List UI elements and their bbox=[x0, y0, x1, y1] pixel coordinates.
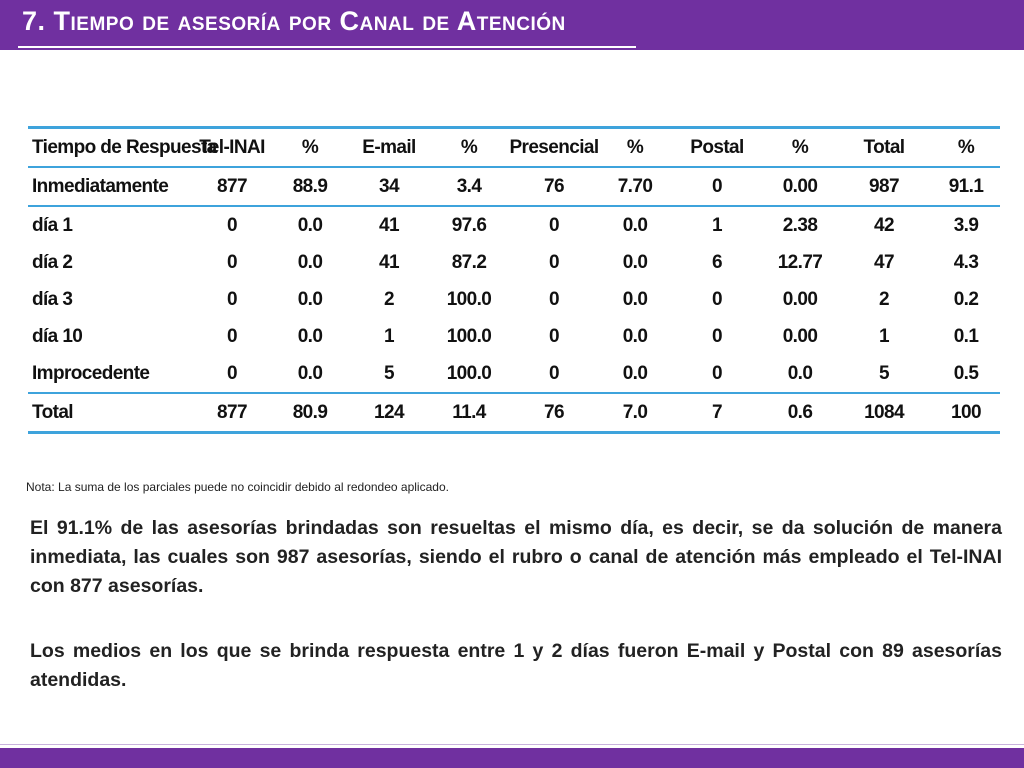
table-cell: 0.0 bbox=[297, 362, 323, 384]
header-cell: E-mail bbox=[348, 128, 430, 168]
table-row bbox=[28, 167, 1000, 206]
table-cell: 7.0 bbox=[600, 393, 670, 433]
header-cell: Presencial bbox=[508, 128, 600, 168]
table-cell: 0 bbox=[549, 325, 559, 347]
table-cell: 0 bbox=[549, 214, 559, 236]
table-cell: 0 bbox=[670, 167, 764, 206]
table-cell: 0 bbox=[227, 288, 237, 310]
header-cell: Tel-INAI bbox=[192, 128, 272, 168]
table-cell: 0.6 bbox=[764, 393, 836, 433]
table-cell: 0.1 bbox=[953, 325, 979, 347]
table-cell: 0.00 bbox=[782, 325, 818, 347]
table-cell: 0.0 bbox=[622, 362, 648, 384]
table-cell: 0.0 bbox=[297, 251, 323, 273]
summary-paragraph: Los medios en los que se brinda respuesta entre 1 y 2 días fueron E-mail y Postal con 89 asesorías atendidas. bbox=[30, 640, 1002, 691]
row-label: día 10 bbox=[32, 325, 83, 347]
table-cell: 34 bbox=[348, 167, 430, 206]
table-cell: 0 bbox=[549, 288, 559, 310]
table-cell: 0 bbox=[549, 362, 559, 384]
table-cell: 0.0 bbox=[297, 325, 323, 347]
table-cell: 5 bbox=[879, 362, 889, 384]
row-label: Inmediatamente bbox=[28, 167, 192, 206]
table-cell: 0.0 bbox=[622, 251, 648, 273]
table-cell: 0.0 bbox=[622, 325, 648, 347]
row-label: día 3 bbox=[32, 288, 73, 310]
header-cell: Postal bbox=[670, 128, 764, 168]
table-cell: 0 bbox=[712, 362, 722, 384]
table-cell: 76 bbox=[508, 393, 600, 433]
table-cell: 100.0 bbox=[446, 288, 492, 310]
table-cell: 0 bbox=[549, 251, 559, 273]
table-header-row bbox=[28, 128, 1000, 168]
table-cell: 100 bbox=[932, 393, 1000, 433]
table-cell: 11.4 bbox=[430, 393, 508, 433]
header-cell: % bbox=[272, 128, 348, 168]
rounding-note: Nota: La suma de los parciales puede no coincidir debido al redondeo aplicado. bbox=[26, 480, 449, 494]
header-cell: % bbox=[932, 128, 1000, 168]
table-cell: 0 bbox=[227, 251, 237, 273]
table-cell: 0.0 bbox=[297, 214, 323, 236]
table-cell: 2 bbox=[879, 288, 889, 310]
footer-bar bbox=[0, 748, 1024, 768]
table-cell: 0 bbox=[227, 325, 237, 347]
table-cell: 124 bbox=[348, 393, 430, 433]
table-cell: 47 bbox=[874, 251, 894, 273]
table-cell: 0 bbox=[227, 214, 237, 236]
table-cell: 3.4 bbox=[430, 167, 508, 206]
table-cell: 7 bbox=[670, 393, 764, 433]
table-cell: 0 bbox=[712, 325, 722, 347]
table-row bbox=[28, 281, 1000, 318]
table-cell: 0.5 bbox=[953, 362, 979, 384]
table-cell: 0.0 bbox=[622, 214, 648, 236]
table-cell: 6 bbox=[712, 251, 722, 273]
table-cell: 1 bbox=[879, 325, 889, 347]
table-cell: 41 bbox=[379, 251, 399, 273]
table-cell: 0.2 bbox=[953, 288, 979, 310]
table-total-row bbox=[28, 393, 1000, 433]
title-bar bbox=[0, 0, 1024, 50]
table-cell: 0.00 bbox=[782, 288, 818, 310]
table-cell: 100.0 bbox=[446, 362, 492, 384]
summary-paragraph: El 91.1% de las asesorías brindadas son resueltas el mismo día, es decir, se da solución de manera inmediata, las cuales son 987 asesorías, siendo el rubro o canal de atención más empleado el Tel-INAI con 877 asesorías. bbox=[30, 517, 1002, 597]
table-cell: 0.0 bbox=[787, 362, 813, 384]
table-cell: 1084 bbox=[836, 393, 932, 433]
row-label: Improcedente bbox=[32, 362, 150, 384]
table-cell: 3.9 bbox=[953, 214, 979, 236]
table-cell: 0.0 bbox=[297, 288, 323, 310]
table-cell: 1 bbox=[384, 325, 394, 347]
table-cell: 877 bbox=[192, 393, 272, 433]
table-cell: 0 bbox=[227, 362, 237, 384]
table-row bbox=[28, 355, 1000, 393]
header-cell: % bbox=[430, 128, 508, 168]
header-cell: % bbox=[764, 128, 836, 168]
table-row bbox=[28, 206, 1000, 244]
slide-title: 7. Tiempo de asesoría por Canal de Atención bbox=[22, 6, 566, 36]
header-cell: Total bbox=[836, 128, 932, 168]
response-time-table bbox=[28, 126, 1000, 434]
table-cell: 88.9 bbox=[272, 167, 348, 206]
table-cell: 1 bbox=[712, 214, 722, 236]
title-divider bbox=[18, 46, 636, 48]
table-cell: 987 bbox=[836, 167, 932, 206]
table-cell: 80.9 bbox=[272, 393, 348, 433]
row-label: día 2 bbox=[32, 251, 73, 273]
table-row bbox=[28, 318, 1000, 355]
table-cell: 76 bbox=[508, 167, 600, 206]
header-cell: Tiempo de Respuesta bbox=[28, 128, 192, 168]
row-label: Total bbox=[28, 393, 192, 433]
table-cell: 41 bbox=[379, 214, 399, 236]
table-row bbox=[28, 244, 1000, 281]
table-cell: 2.38 bbox=[782, 214, 818, 236]
table-cell: 0 bbox=[712, 288, 722, 310]
table-cell: 0.00 bbox=[764, 167, 836, 206]
table-cell: 7.70 bbox=[600, 167, 670, 206]
table-cell: 2 bbox=[384, 288, 394, 310]
table-cell: 0.0 bbox=[622, 288, 648, 310]
table-cell: 91.1 bbox=[932, 167, 1000, 206]
row-label: día 1 bbox=[32, 214, 73, 236]
footer-divider bbox=[0, 744, 1024, 745]
table-cell: 4.3 bbox=[953, 251, 979, 273]
table-cell: 877 bbox=[192, 167, 272, 206]
table-cell: 100.0 bbox=[446, 325, 492, 347]
table-cell: 12.77 bbox=[777, 251, 823, 273]
table-cell: 5 bbox=[384, 362, 394, 384]
header-cell: % bbox=[600, 128, 670, 168]
table-cell: 87.2 bbox=[451, 251, 487, 273]
table-cell: 97.6 bbox=[451, 214, 487, 236]
table-cell: 42 bbox=[874, 214, 894, 236]
